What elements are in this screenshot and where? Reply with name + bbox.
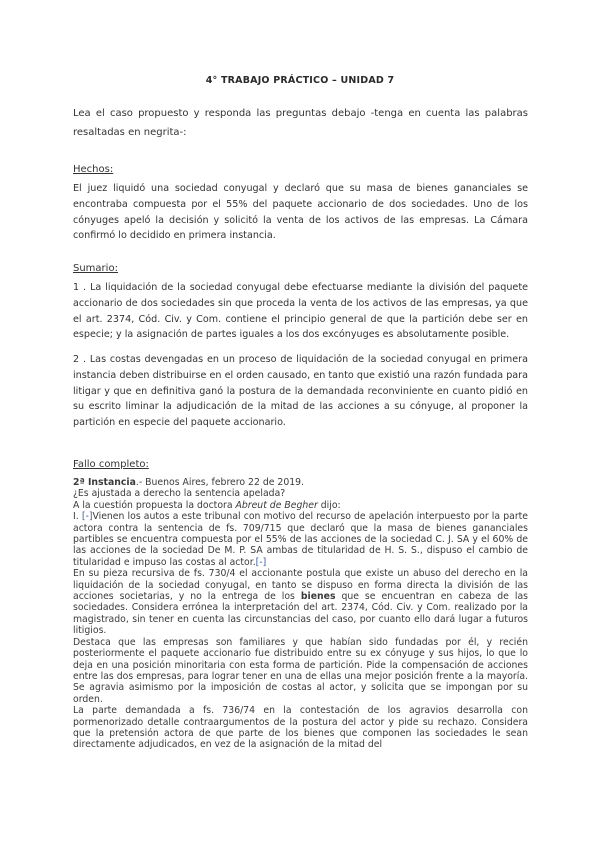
instancia-date: .- Buenos Aires, febrero 22 de 2019.	[135, 477, 305, 488]
cuestion-line: A la cuestión propuesta la doctora Abreut de Begher dijo:	[73, 499, 341, 511]
fallo-body	[73, 477, 528, 751]
footnote-link-close[interactable]: [-]	[255, 556, 267, 568]
judge-name: Abreut de Begher	[235, 499, 318, 511]
sumario-item-2: 2 . Las costas devengadas en un proceso de liquidación de la sociedad conyugal en primera instancia deben distribuirse en el orden causado, en tanto que existió una razón fundada para litigar y que en definitiva ganó la postura de la demandada reconviniente en cuanto pidió en su escrito liminar la adjudicación de la mitad de las acciones a su cónyuge, al proponer la partición en especie del paquete accionario.	[73, 354, 528, 429]
document-title: 4° TRABAJO PRÁCTICO – UNIDAD 7	[205, 75, 395, 86]
footnote-link-open[interactable]: [-]	[81, 511, 93, 523]
fallo-paragraph-4: La parte demandada a fs. 736/74 en la contestación de los agravios desarrolla con pormenorizado detalle contraargumentos de la postura del actor y pide su rechazo. Considera que la pretensión actora de que parte de los bienes que componen las sociedades le sean directamente adjudicados, en vez de la asignación de la mitad del	[73, 705, 528, 751]
sumario-item-1: 1 . La liquidación de la sociedad conyugal debe efectuarse mediante la división del paquete accionario de dos sociedades sin que proceda la venta de los activos de las empresas, ya que el art. 2374, Cód. Civ. y Com. contiene el principio general de que la partición debe ser en especie; y la asignación de partes iguales a los dos excónyuges es absolutamente posible.	[73, 282, 528, 341]
instructions-text: Lea el caso propuesto y responda las preguntas debajo -tenga en cuenta las palabras resaltadas en negrita-:	[73, 108, 528, 138]
question-line: ¿Es ajustada a derecho la sentencia apelada?	[73, 488, 286, 500]
instancia-label: 2ª Instancia	[73, 477, 136, 488]
hechos-text: El juez liquidó una sociedad conyugal y declaró que su masa de bienes gananciales se encontraba compuesta por el 55% del paquete accionario de dos sociedades. Uno de los cónyuges apeló la decisión y solicitó la venta de los activos de las empresas. La Cámara confirmó lo decidido en primera instancia.	[73, 183, 528, 242]
fallo-paragraph-3: Destaca que las empresas son familiares y que habían sido fundadas por él, y recién posteriormente el paquete accionario fue distribuido entre su ex cónyuge y sus hijos, lo que lo deja en una posición minoritaria con esta forma de partición. Pide la compensación de acciones entre las dos empresas, para lograr tener en una de ellas una mejor posición frente a la mayoría. Se agravia asimismo por la imposición de costas al actor, y solicita que se impongan por su orden.	[73, 636, 528, 705]
fallo-heading: Fallo completo:	[73, 459, 149, 470]
highlighted-word-bienes: bienes	[300, 591, 336, 603]
fallo-paragraph-1: I. [-]Vienen los autos a este tribunal con motivo del recurso de apelación interpuesto por la parte actora contra la sentencia de fs. 709/715 que declaró que la masa de bienes gananciales partibles se encuentra compuesta por el 55% de las acciones de la sociedad C. J. SA y el 60% de las acciones de la sociedad De M. P. SA ambas de titularidad de H. S. S., dispuso el cambio de titularidad e impuso las costas al actor.[-]	[73, 511, 529, 568]
sumario-heading: Sumario:	[73, 263, 118, 274]
fallo-paragraph-2: En su pieza recursiva de fs. 730/4 el accionante postula que existe un abuso del derecho en la liquidación de la sociedad conyugal, en tanto se dispuso en forma directa la división de las acciones societarias, y no la entrega de los bienes que se encuentran en cabeza de las sociedades. Considera errónea la interpretación del art. 2374, Cód. Civ. y Com. realizado por la magistrado, sin tener en cuenta las circunstancias del caso, por cuanto ello dará lugar a futuros litigios.	[73, 568, 528, 637]
hechos-heading: Hechos:	[73, 164, 114, 175]
instancia-line	[73, 477, 528, 488]
